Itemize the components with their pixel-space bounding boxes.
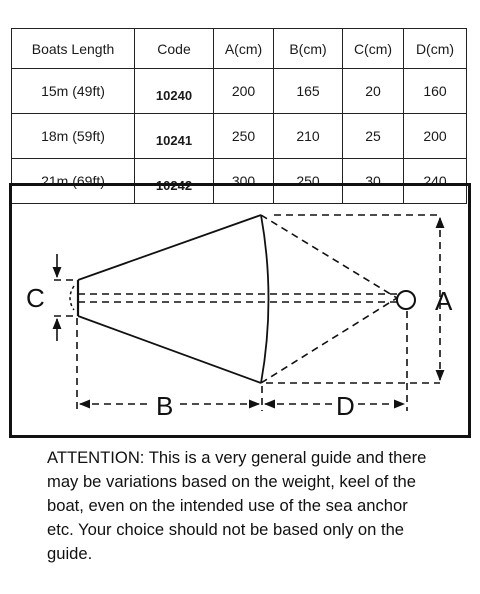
cell-boats-length: 18m (59ft) <box>12 114 135 159</box>
cell-a: 300 <box>214 159 274 204</box>
sea-anchor-diagram <box>9 183 471 438</box>
cell-c: 30 <box>343 159 404 204</box>
size-table <box>11 28 467 204</box>
cone-mouth-arc <box>261 215 269 383</box>
rope-bottom-line <box>261 298 397 383</box>
header-c: C(cm) <box>343 29 404 69</box>
cell-code: 10240 <box>135 69 214 114</box>
table-row <box>12 69 467 114</box>
cell-c: 20 <box>343 69 404 114</box>
cell-code: 10242 <box>135 159 214 204</box>
label-b: B <box>156 391 174 421</box>
cone-top-edge <box>78 215 261 280</box>
header-code: Code <box>135 29 214 69</box>
cell-b: 250 <box>274 159 343 204</box>
cell-d: 200 <box>404 114 467 159</box>
table-header-row <box>12 29 467 69</box>
cell-a: 200 <box>214 69 274 114</box>
cell-b: 210 <box>274 114 343 159</box>
label-a: A <box>435 286 453 316</box>
cell-boats-length: 21m (69ft) <box>12 159 135 204</box>
swivel-ring <box>397 291 415 309</box>
cell-code: 10241 <box>135 114 214 159</box>
cell-c: 25 <box>343 114 404 159</box>
header-boats-length: Boats Length <box>12 29 135 69</box>
cell-a: 250 <box>214 114 274 159</box>
header-b: B(cm) <box>274 29 343 69</box>
apex-opening <box>70 286 74 310</box>
rope-top-line <box>261 215 397 298</box>
header-d: D(cm) <box>404 29 467 69</box>
cell-d: 160 <box>404 69 467 114</box>
label-c: C <box>26 283 45 313</box>
table-row <box>12 114 467 159</box>
attention-note: ATTENTION: This is a very general guide and there may be variations based on the weight, keel of the boat, even on the intended use of the sea anchor etc. Your choice should not be based only on the guide. <box>47 448 427 563</box>
diagram-drawing <box>12 186 468 435</box>
header-a: A(cm) <box>214 29 274 69</box>
cell-d: 240 <box>404 159 467 204</box>
cone-bottom-edge <box>78 316 261 383</box>
label-d: D <box>336 391 355 421</box>
cell-boats-length: 15m (49ft) <box>12 69 135 114</box>
cell-b: 165 <box>274 69 343 114</box>
